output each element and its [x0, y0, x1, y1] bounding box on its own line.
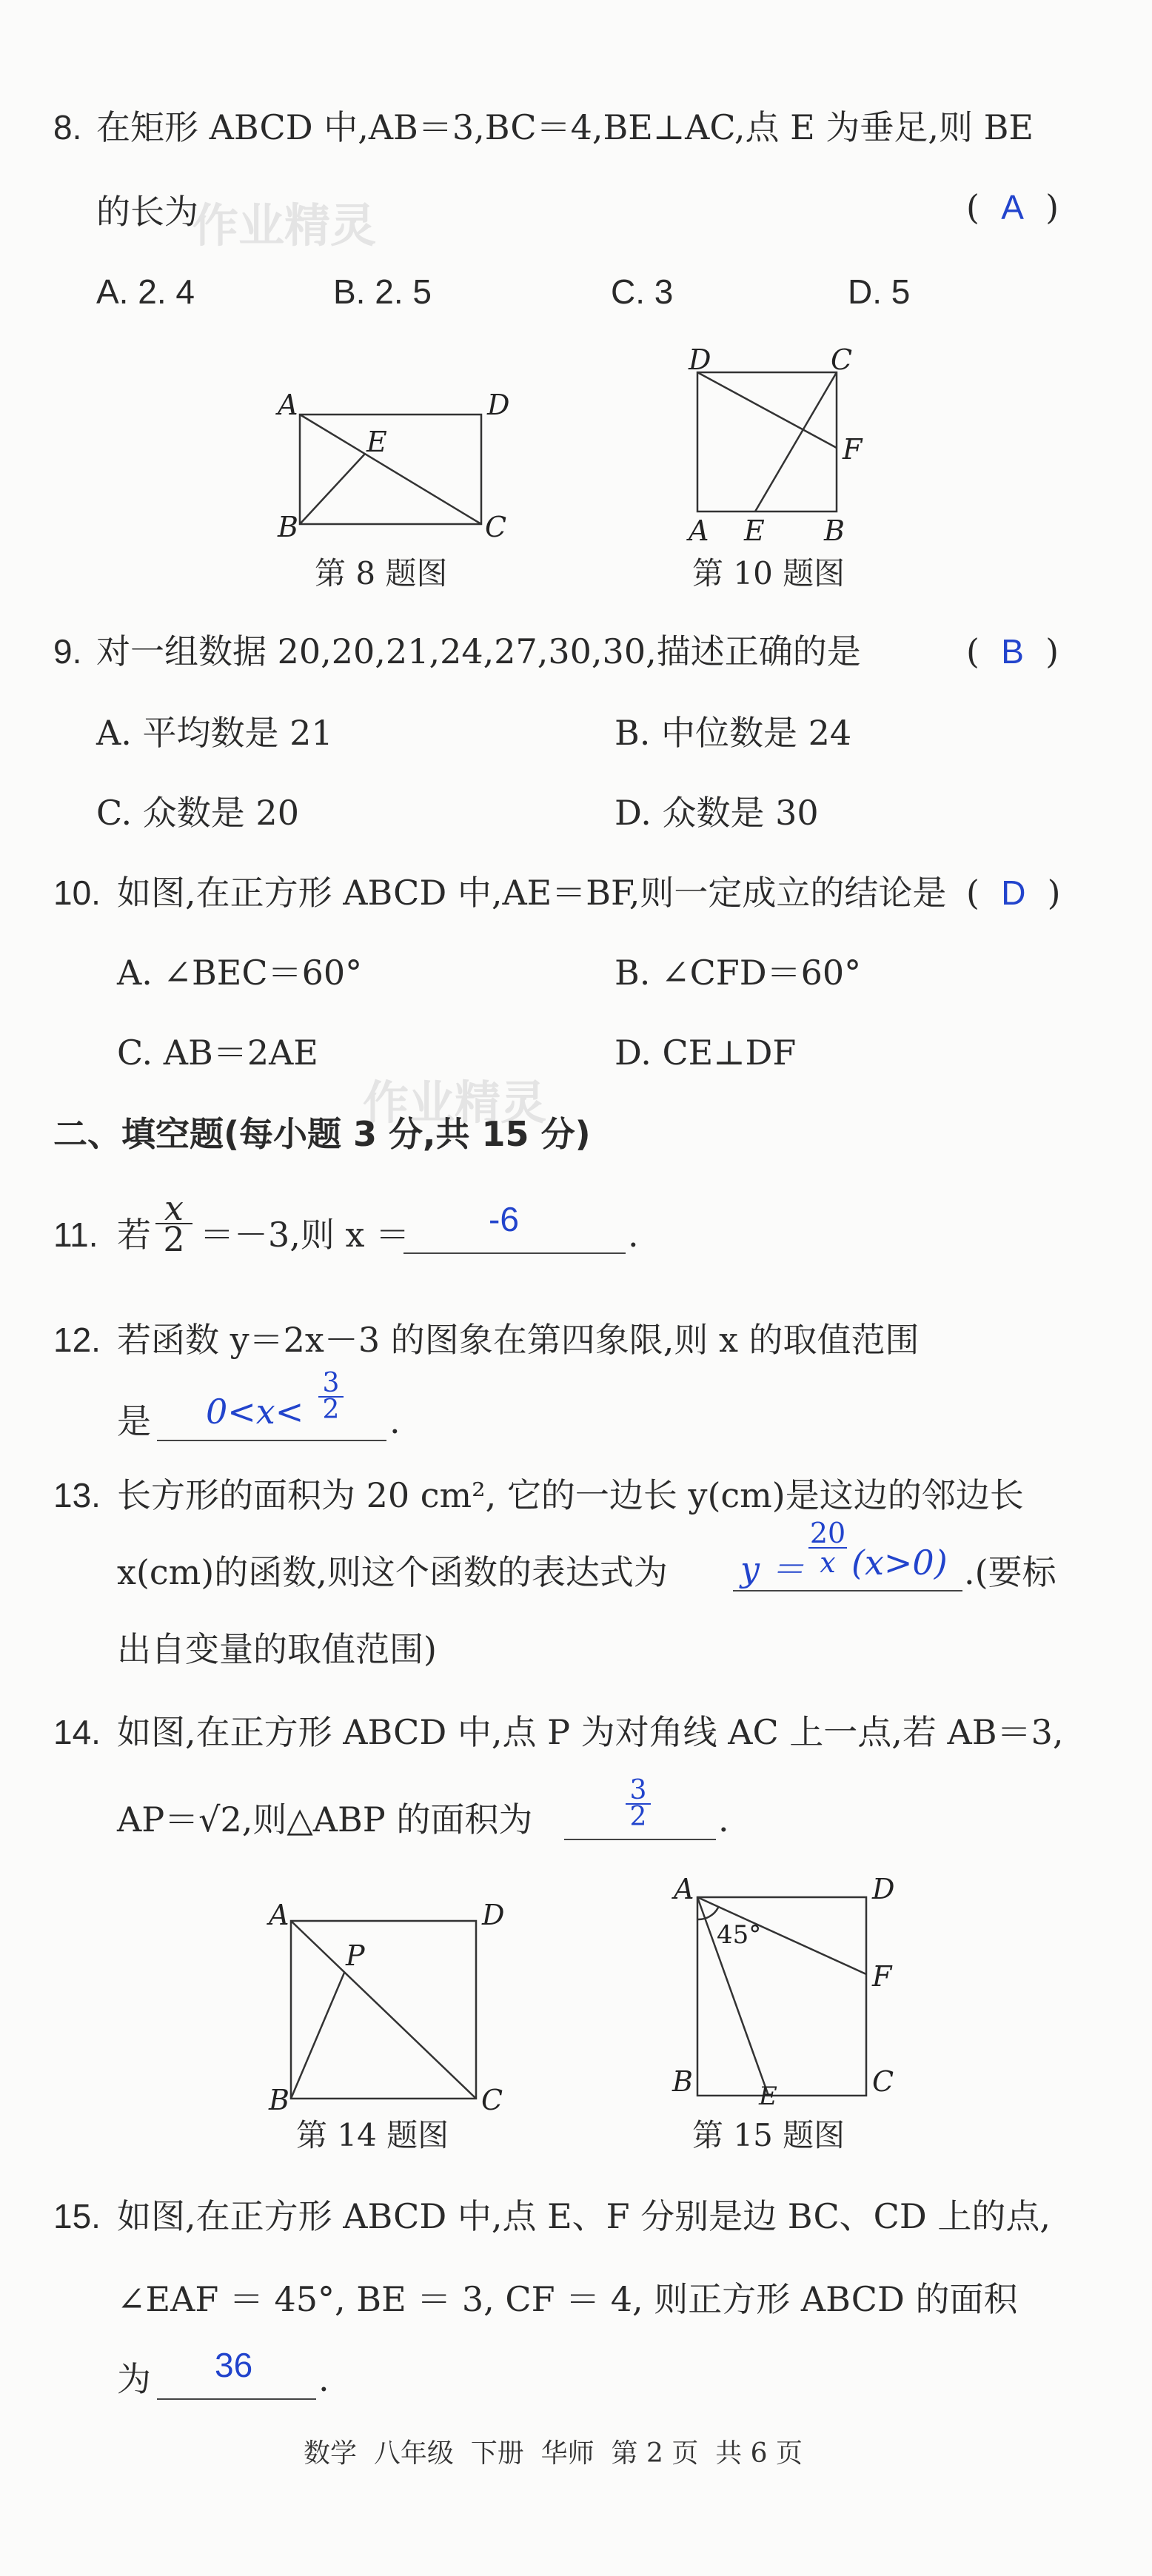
q8-figure [274, 385, 511, 548]
q14-number: 14. [53, 1713, 101, 1751]
q13-answer-lhs: y ＝ [740, 1549, 805, 1589]
q14-ans-denominator: 2 [629, 1802, 647, 1832]
q10-text: 如图,在正方形 ABCD 中,AE＝BF,则一定成立的结论是 [117, 873, 947, 913]
q10-caption: 第 10 题图 [692, 555, 845, 591]
q11-fraction [155, 1188, 192, 1259]
q15-label-angle: 45° [717, 1920, 762, 1950]
q9-answer-paren: ( B ) [966, 631, 1059, 671]
q8-label-c: C [485, 511, 507, 543]
q8-label-d: D [487, 389, 510, 421]
q14-answer-fraction [626, 1775, 651, 1832]
q8-text-line1: 在矩形 ABCD 中,AB＝3,BC＝4,BE⊥AC,点 E 为垂足,则 BE [96, 107, 1034, 147]
q14-label-b: B [269, 2084, 289, 2113]
q10-option-d: D. CE⊥DF [614, 1033, 797, 1073]
q12-blank [157, 1440, 386, 1441]
q13-number: 13. [53, 1476, 101, 1515]
q14-label-a: A [269, 1899, 289, 1931]
q13-text-line2: x(cm)的函数,则这个函数的表达式为 [117, 1552, 668, 1592]
q9-text: 对一组数据 20,20,21,24,27,30,30,描述正确的是 [96, 631, 861, 671]
q15-number: 15. [53, 2197, 101, 2235]
q12-ans-denominator: 2 [322, 1395, 340, 1425]
q8-label-b: B [278, 511, 298, 543]
q15-blank [157, 2398, 316, 2400]
q9-option-b: B. 中位数是 24 [614, 713, 852, 753]
q15-label-a: A [674, 1873, 694, 1905]
q15-post: . [318, 2359, 329, 2399]
q10-label-b: B [824, 514, 845, 547]
q9-number: 9. [53, 632, 82, 671]
q9-option-d: D. 众数是 30 [614, 793, 819, 833]
q9-answer: B [1001, 632, 1024, 671]
q14-label-d: D [482, 1899, 505, 1931]
q12-number: 12. [53, 1321, 101, 1359]
q9-option-c: C. 众数是 20 [96, 793, 299, 833]
q8-number: 8. [53, 108, 82, 147]
q14-ans-numerator: 3 [629, 1775, 647, 1805]
q15-caption: 第 15 题图 [692, 2117, 845, 2153]
q11-mid: ＝－3,则 x ＝ [200, 1215, 410, 1255]
q14-label-p: P [346, 1939, 365, 1972]
watermark: 作业精灵 [192, 198, 377, 252]
q11-number: 11. [53, 1215, 98, 1254]
watermark: 作业精灵 [363, 1076, 547, 1130]
q15-text-line1: 如图,在正方形 ABCD 中,点 E、F 分别是边 BC、CD 上的点, [117, 2196, 1051, 2236]
q14-post: . [718, 1799, 729, 1839]
q10-label-d: D [689, 343, 711, 376]
q13-text-line1: 长方形的面积为 20 cm², 它的一边长 y(cm)是这边的邻边长 [117, 1475, 1024, 1515]
q11-frac-denominator: 2 [163, 1219, 185, 1259]
q8-answer: A [1001, 188, 1024, 227]
section-title: 二、填空题(每小题 3 分,共 15 分) [53, 1114, 591, 1154]
q8-label-a: A [278, 389, 298, 421]
q15-label-d: D [872, 1873, 895, 1905]
q12-post: . [389, 1401, 401, 1441]
q15-text-line3: 为 [117, 2359, 151, 2399]
q10-option-b: B. ∠CFD＝60° [614, 953, 862, 993]
q13-answer-domain: (x>0) [851, 1543, 948, 1583]
q8-label-e: E [366, 426, 387, 458]
q15-text-line2: ∠EAF ＝ 45°, BE ＝ 3, CF ＝ 4, 则正方形 ABCD 的面积 [117, 2279, 1018, 2319]
q10-label-c: C [831, 343, 853, 376]
q10-label-f: F [843, 433, 863, 466]
q11-blank [403, 1252, 626, 1254]
q8-option-c: C. 3 [611, 272, 674, 311]
q15-label-f: F [872, 1960, 892, 1993]
q8-text-line2: 的长为 [96, 192, 198, 232]
q12-text-line2: 是 [117, 1401, 151, 1441]
q10-answer: D [1001, 873, 1026, 912]
q8-option-d: D. 5 [848, 272, 911, 311]
q8-option-a: A. 2. 4 [96, 272, 195, 311]
q14-text-line1: 如图,在正方形 ABCD 中,点 P 为对角线 AC 上一点,若 AB＝3, [117, 1712, 1064, 1752]
q10-option-c: C. AB＝2AE [117, 1033, 318, 1073]
q11-frac-numerator: x [164, 1188, 184, 1228]
q11-post: . [628, 1215, 639, 1255]
q14-label-c: C [481, 2084, 503, 2113]
q15-figure [659, 1869, 911, 2106]
q13-ans-numerator: 20 [809, 1517, 846, 1549]
q13-answer-fraction [808, 1519, 847, 1577]
q8-option-b: B. 2. 5 [333, 272, 432, 311]
q9-option-a: A. 平均数是 21 [96, 713, 333, 753]
q15-label-c: C [872, 2065, 894, 2098]
q10-figure [674, 337, 888, 548]
q15-label-b: B [672, 2065, 693, 2098]
q13-ans-denominator: x [820, 1546, 836, 1579]
q14-text-line2: AP＝√2,则△ABP 的面积为 [117, 1799, 533, 1839]
q10-label-e: E [744, 514, 765, 547]
q8-caption: 第 8 题图 [315, 555, 448, 591]
q10-label-a: A [689, 514, 709, 547]
q8-answer-paren: ( A ) [966, 187, 1059, 227]
q10-option-a: A. ∠BEC＝60° [117, 953, 363, 993]
q11-pre: 若 [117, 1215, 151, 1255]
q11-answer: -6 [489, 1200, 519, 1238]
q14-blank [564, 1839, 716, 1840]
q13-post: .(要标 [964, 1552, 1056, 1592]
q12-text-line1: 若函数 y＝2x－3 的图象在第四象限,则 x 的取值范围 [117, 1320, 920, 1360]
q13-text-line3: 出自变量的取值范围) [117, 1629, 437, 1669]
q10-number: 10. [53, 873, 101, 912]
q14-figure [263, 1891, 507, 2113]
q10-answer-paren: ( D ) [966, 873, 1061, 913]
q12-ans-numerator: 3 [322, 1368, 340, 1398]
q12-answer: 0<x< [206, 1392, 304, 1432]
q15-answer: 36 [215, 2346, 253, 2384]
q12-answer-fraction [318, 1368, 344, 1425]
q15-label-e: E [759, 2082, 777, 2106]
q14-caption: 第 14 题图 [296, 2117, 449, 2153]
page-footer: 数学 八年级 下册 华师 第 2 页 共 6 页 [304, 2438, 803, 2469]
